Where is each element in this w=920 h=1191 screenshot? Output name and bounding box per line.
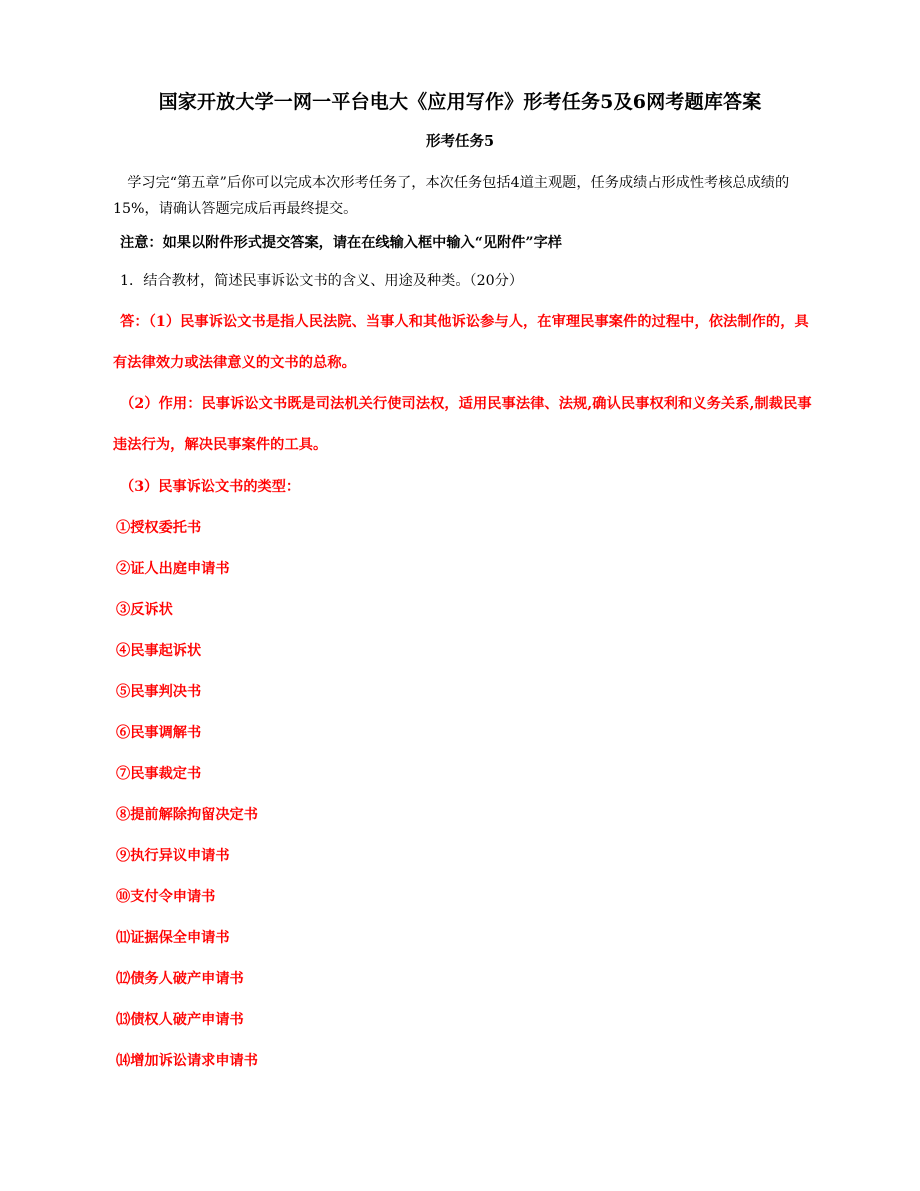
list-item: ①授权委托书 (116, 520, 202, 536)
list-item: ②证人出庭申请书 (116, 561, 230, 577)
list-item: ⑧提前解除拘留决定书 (116, 807, 258, 823)
list-item: ⑦民事裁定书 (116, 766, 202, 782)
document-title: 国家开放大学一网一平台电大《应用写作》形考任务5及6网考题库答案 (158, 91, 762, 113)
section-subtitle: 形考任务5 (425, 133, 495, 150)
intro-paragraph: 学习完“第五章”后你可以完成本次形考任务了，本次任务包括4道主观题，任务成绩占形成性考核总成绩的15%，请确认答题完成后再最终提交。 (113, 175, 790, 217)
submission-notice: 注意：如果以附件形式提交答案，请在在线输入框中输入“见附件”字样 (120, 235, 562, 251)
list-item: ⑩支付令申请书 (116, 889, 216, 905)
document-type-list (116, 518, 258, 1092)
list-item: ⑥民事调解书 (116, 725, 202, 741)
list-item: ⑨执行异议申请书 (116, 848, 230, 864)
answer-definition: 答：（1）民事诉讼文书是指人民法院、当事人和其他诉讼参与人，在审理民事案件的过程中，依法制作的，具有法律效力或法律意义的文书的总称。 (113, 314, 809, 371)
list-item: ③反诉状 (116, 602, 173, 618)
answer-purpose: （2）作用：民事诉讼文书既是司法机关行使司法权，适用民事法律、法规,确认民事权利和义务关系,制裁民事违法行为，解决民事案件的工具。 (113, 396, 812, 453)
list-item: ⒁增加诉讼请求申请书 (116, 1053, 258, 1069)
answer-types-heading: （3）民事诉讼文书的类型： (120, 479, 301, 495)
list-item: ⑤民事判决书 (116, 684, 202, 700)
question-1: 1．结合教材，简述民事诉讼文书的含义、用途及种类。（20分） (120, 273, 524, 289)
list-item: ⑿债务人破产申请书 (116, 971, 244, 987)
list-item: ④民事起诉状 (116, 643, 202, 659)
list-item: ⑾证据保全申请书 (116, 930, 230, 946)
list-item: ⒀债权人破产申请书 (116, 1012, 244, 1028)
